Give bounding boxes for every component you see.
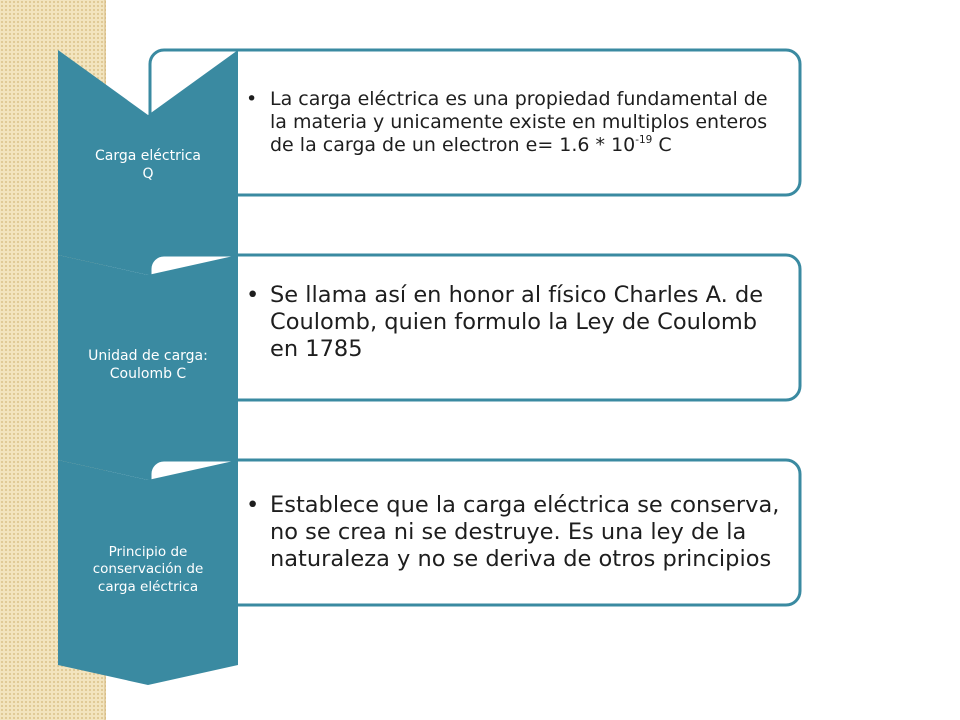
row-1-bullet-item [242,88,790,156]
row-2-bullet-item [242,282,790,363]
row-1-unit: C [652,133,672,156]
row-3-bullet-item [242,492,790,573]
row-1-label [58,100,238,230]
row-3-description [242,465,790,600]
row-2-description-text: Se llama así en honor al físico Charles A. de Coulomb, quien formulo la Ley de Coulomb en 1785 [270,281,764,362]
row-1-label-text: Carga eléctrica Q [94,147,201,182]
row-2-bullet: • [246,281,260,308]
row-3-description-text: Establece que la carga eléctrica se conserva, no se crea ni se destruye. Es una ley de la naturaleza y no se deriva de otros principios [270,492,780,572]
row-1-bullet: • [246,88,258,111]
row-2-description [242,262,790,382]
row-3-bullet: • [246,492,260,518]
row-1-exponent: -19 [635,134,653,147]
row-1-description [242,60,790,185]
row-2-label-text: Unidad de carga: Coulomb C [88,347,208,382]
row-3-label [58,505,238,635]
row-2-label [58,300,238,430]
row-1-description-main: La carga eléctrica es una propiedad fundamental de la materia y unicamente existe en multiplos enteros de la carga de un electron e= 1.6 * 10 [270,88,768,156]
row-3-label-text: Principio de conservación de carga eléctrica [92,543,204,595]
row-1-description-text [242,88,790,156]
